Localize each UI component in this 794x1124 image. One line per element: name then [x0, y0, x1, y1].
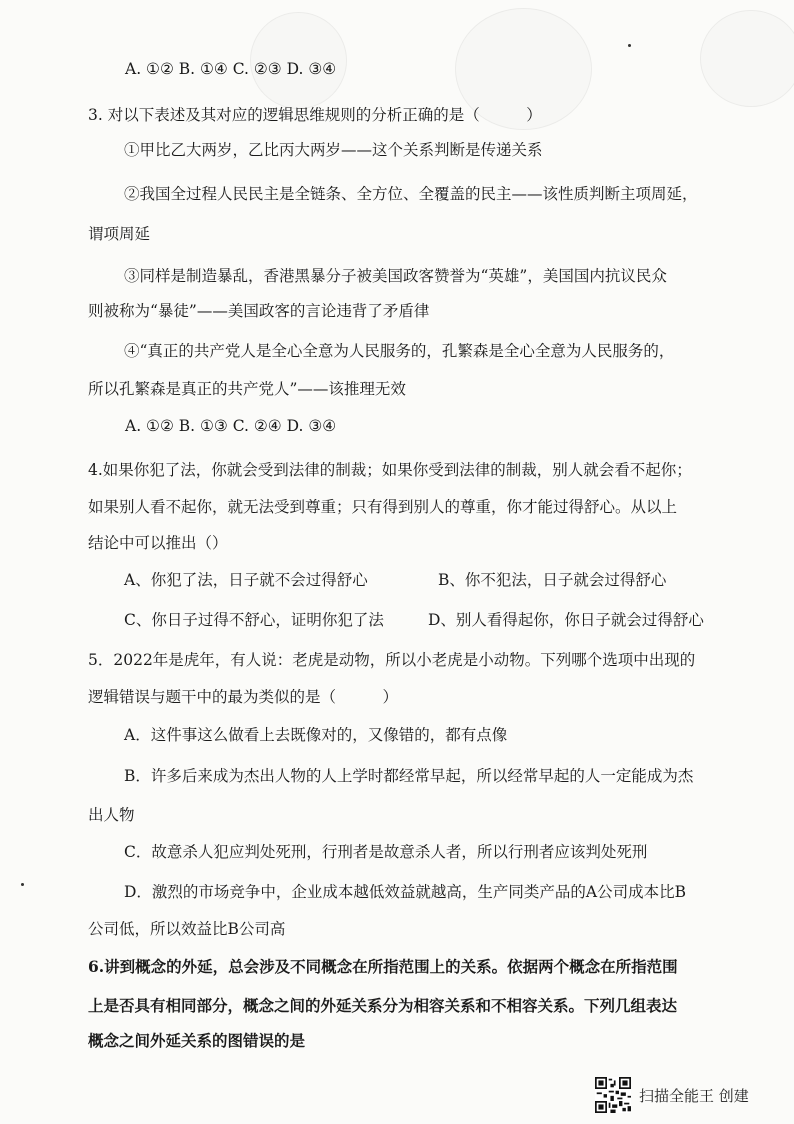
q3-item-3-line-1: ③同样是制造暴乱，香港黑暴分子被美国政客赞誉为“英雄”，美国国内抗议民众: [124, 267, 667, 285]
qr-code-icon: [595, 1077, 631, 1113]
q6-line-3: 概念之间外延关系的图错误的是: [88, 1031, 306, 1050]
q4-option-a: A、你犯了法，日子就不会过得舒心: [124, 571, 368, 589]
q5-option-a: A．这件事这么做看上去既像对的，又像错的，都有点像: [124, 726, 508, 744]
q5-option-d-line-2: 公司低，所以效益比B公司高: [88, 920, 286, 938]
q3-options: A. ①② B. ①③ C. ②④ D. ③④: [125, 417, 337, 435]
q3-stem: 3. 对以下表述及其对应的逻辑思维规则的分析正确的是（ ）: [88, 106, 542, 124]
q5-line-2: 逻辑错误与题干中的最为类似的是（ ）: [88, 688, 399, 706]
q4-line-1: 4.如果你犯了法，你就会受到法律的制裁；如果你受到法律的制裁，别人就会看不起你；: [88, 461, 692, 479]
q4-option-d: D、别人看得起你，你日子就会过得舒心: [428, 611, 704, 629]
q4-option-b: B、你不犯法，日子就会过得舒心: [438, 571, 667, 589]
q2-options: A. ①② B. ①④ C. ②③ D. ③④: [125, 60, 337, 78]
q3-item-3-line-2: 则被称为“暴徒”——美国政客的言论违背了矛盾律: [88, 302, 430, 320]
q5-option-b-line-1: B．许多后来成为杰出人物的人上学时都经常早起，所以经常早起的人一定能成为杰: [124, 767, 694, 785]
scan-speck: [628, 44, 631, 47]
scanner-label: 扫描全能王 创建: [639, 1086, 749, 1105]
q3-item-2-line-1: ②我国全过程人民民主是全链条、全方位、全覆盖的民主——该性质判断主项周延，: [124, 185, 698, 203]
q3-item-2-line-2: 谓项周延: [88, 225, 151, 243]
q6-line-1: 6.讲到概念的外延，总会涉及不同概念在所指范围上的关系。依据两个概念在所指范围: [88, 957, 678, 976]
q3-item-4-line-2: 所以孔繁森是真正的共产党人”——该推理无效: [88, 380, 406, 398]
bleed-through-circle: [700, 10, 794, 107]
scan-speck: [21, 883, 24, 886]
q5-option-d-line-1: D．激烈的市场竞争中，企业成本越低效益就越高，生产同类产品的A公司成本比B: [124, 883, 687, 901]
q5-line-1: 5．2022年是虎年，有人说：老虎是动物，所以小老虎是小动物。下列哪个选项中出现的: [88, 651, 696, 669]
q3-item-1: ①甲比乙大两岁，乙比丙大两岁——这个关系判断是传递关系: [124, 141, 543, 159]
scanner-watermark: [595, 1077, 749, 1113]
q4-line-2: 如果别人看不起你，就无法受到尊重；只有得到别人的尊重，你才能过得舒心。从以上: [88, 498, 678, 516]
q4-option-c: C、你日子过得不舒心，证明你犯了法: [124, 611, 384, 629]
q5-option-b-line-2: 出人物: [88, 806, 135, 824]
q3-item-4-line-1: ④“真正的共产党人是全心全意为人民服务的，孔繁森是全心全意为人民服务的，: [124, 342, 675, 360]
q6-line-2: 上是否具有相同部分，概念之间的外延关系分为相容关系和不相容关系。下列几组表达: [88, 996, 678, 1015]
q4-line-3: 结论中可以推出（）: [88, 534, 228, 552]
q5-option-c: C．故意杀人犯应判处死刑，行刑者是故意杀人者，所以行刑者应该判处死刑: [124, 843, 648, 861]
